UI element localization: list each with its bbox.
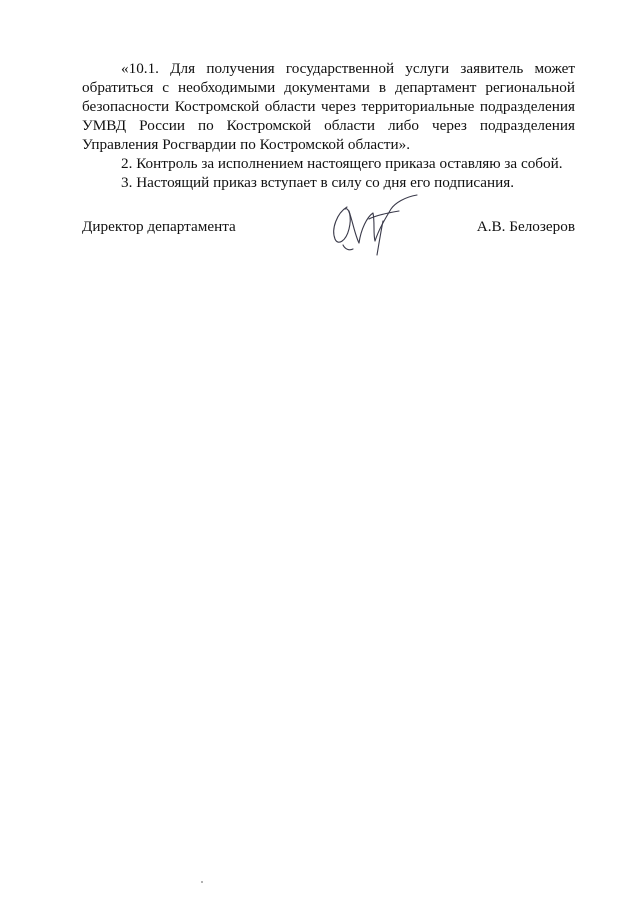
signer-title: Директор департамента [82, 218, 236, 235]
handwritten-signature [325, 189, 425, 259]
document-body [82, 59, 575, 192]
paragraph-effective-date: 3. Настоящий приказ вступает в силу со дня его подписания. [121, 174, 515, 191]
page-speck [201, 881, 203, 883]
paragraph-control-clause: 2. Контроль за исполнением настоящего приказа оставляю за собой. [121, 155, 563, 172]
signer-name: А.В. Белозеров [476, 218, 575, 235]
paragraph-amendment-10-1: «10.1. Для получения государственной услуги заявитель может обратиться с необходимыми документами в департамент региональной безопасности Костромской области через территориальные подразделения УМВД России по Костромской области либо через подразделения Управления Росгвардии по Костромской области». [82, 60, 575, 153]
